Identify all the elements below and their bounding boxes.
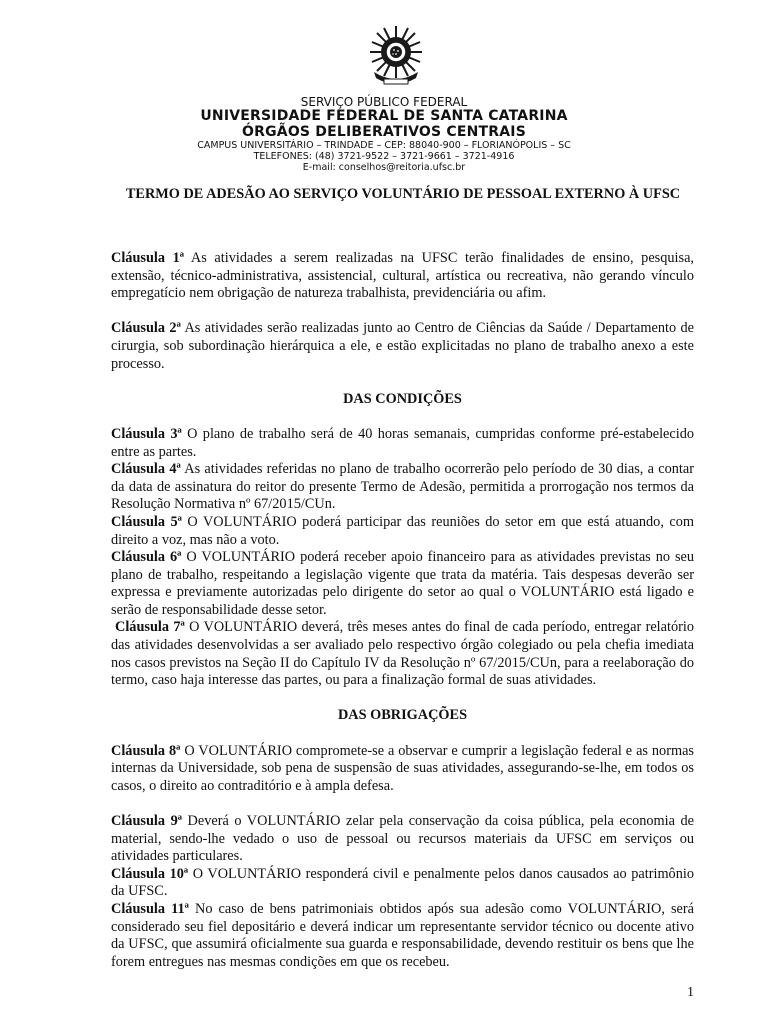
clause-text: As atividades referidas no plano de trabalho ocorrerão pelo período de 30 dias, a contar da data de assinatura do reitor do presente Termo de Adesão, permitida a prorrogação nos termos da Resolução Normativa nº 67/2015/CUn. [111,461,695,513]
clause-2 [111,320,694,373]
clause-label: Cláusula 11ª [111,900,189,917]
clause-label: Cláusula 9ª [111,813,183,829]
clause-label: Cláusula 10ª [111,865,189,882]
clause-3 [111,426,694,461]
document-title: TERMO DE ADESÃO AO SERVIÇO VOLUNTÁRIO DE PESSOAL EXTERNO À UFSC [125,186,681,202]
clause-text: As atividades a serem realizadas na UFSC terão finalidades de ensino, pesquisa, extensão, técnico-administrativa, assistencial, cultural, artística ou recreativa, não gerando vínculo empregatício nem obrigação de natureza trabalhista, previdenciária ou afim. [111,250,694,302]
clause-1 [111,250,694,303]
clause-6 [111,549,694,619]
clause-text: O VOLUNTÁRIO deverá, três meses antes do final de cada período, entregar relatório das atividades desenvolvidas a ser avaliado pelo respectivo órgão colegiado ou pela chefia imediata nos casos previstos na Seção II do Capítulo IV da Resolução nº 67/2015/CUn, para a reelaboração do termo, caso haja interesse das partes, ou para a finalização formal de suas atividades. [111,619,695,689]
clause-text: As atividades serão realizadas junto ao Centro de Ciências da Saúde / Departamento de cirurgia, sob subordinação hierárquica a ele, e estão explicitadas no plano de trabalho anexo a este processo. [111,320,694,372]
clause-label: Cláusula 6ª [111,549,182,566]
section-heading-obligations: DAS OBRIGAÇÕES [337,707,468,724]
clause-label: Cláusula 3ª [111,425,182,442]
national-coat-of-arms-icon [364,24,428,90]
clause-8 [111,743,694,796]
clause-text: O VOLUNTÁRIO poderá receber apoio financeiro para as atividades previstas no seu plano de trabalho, respeitando a legislação vigente que trata da matéria. Tais despesas deverão ser expressa e previamente autorizadas pelo dirigente do setor ao qual o VOLUNTÁRIO está ligado e serão de responsabilidade desse setor. [111,549,695,618]
clause-11 [111,901,694,971]
clause-7 [111,619,694,689]
clause-text: O VOLUNTÁRIO compromete-se a observar e cumprir a legislação federal e as normas internas da Universidade, sob pena de suspensão de suas atividades, assegurando-se-lhe, em todos os casos, o direito ao contraditório e à ampla defesa. [111,742,694,794]
clause-text: Deverá o VOLUNTÁRIO zelar pela conservação da coisa pública, pela economia de material, sendo-lhe vedado o uso de pessoal ou recursos materiais da UFSC em serviços ou atividades particulares. [111,813,694,865]
clause-label: Cláusula 5ª [111,513,182,530]
document-body [111,250,694,971]
section-heading-conditions: DAS CONDIÇÕES [343,390,462,407]
clause-text: No caso de bens patrimoniais obtidos após sua adesão como VOLUNTÁRIO, será considerado seu fiel depositário e deverá indicar um representante servidor técnico ou docente ativo da UFSC, que assumirá oficialmente sua guarda e responsabilidade, devendo restituir os bens que lhe forem entregues nas mesmas condições em que os recebeu. [111,900,695,970]
header-organ-name: ÓRGÃOS DELIBERATIVOS CENTRAIS [242,124,526,140]
clause-label: Cláusula 4ª [111,461,181,478]
clause-text: O VOLUNTÁRIO responderá civil e penalmente pelos danos causados ao patrimônio da UFSC. [111,865,694,900]
clause-5 [111,514,694,549]
header-university-name: UNIVERSIDADE FEDERAL DE SANTA CATARINA [200,108,568,124]
header-email: E-mail: conselhos@reitoria.ufsc.br [302,162,466,173]
clause-text: O VOLUNTÁRIO poderá participar das reuniões do setor em que está atuando, com direito a voz, mas não a voto. [111,513,694,548]
clause-9 [111,813,694,866]
clause-label: Cláusula 1ª [111,250,185,266]
header-phones: TELEFONES: (48) 3721-9522 – 3721-9661 – 3721-4916 [253,151,515,162]
clause-label: Cláusula 8ª [111,742,181,759]
clause-4 [111,461,694,514]
clause-label: Cláusula 2ª [111,320,181,337]
clause-text: O plano de trabalho será de 40 horas semanais, cumpridas conforme pré-estabelecido entre as partes. [111,425,694,460]
clause-label: Cláusula 7ª [115,619,185,636]
header-service-line: SERVIÇO PÚBLICO FEDERAL [300,95,468,109]
header-address: CAMPUS UNIVERSITÁRIO – TRINDADE – CEP: 88040-900 – FLORIANÓPOLIS – SC [197,140,571,151]
page-number: 1 [687,985,694,1000]
clause-10 [111,866,694,901]
